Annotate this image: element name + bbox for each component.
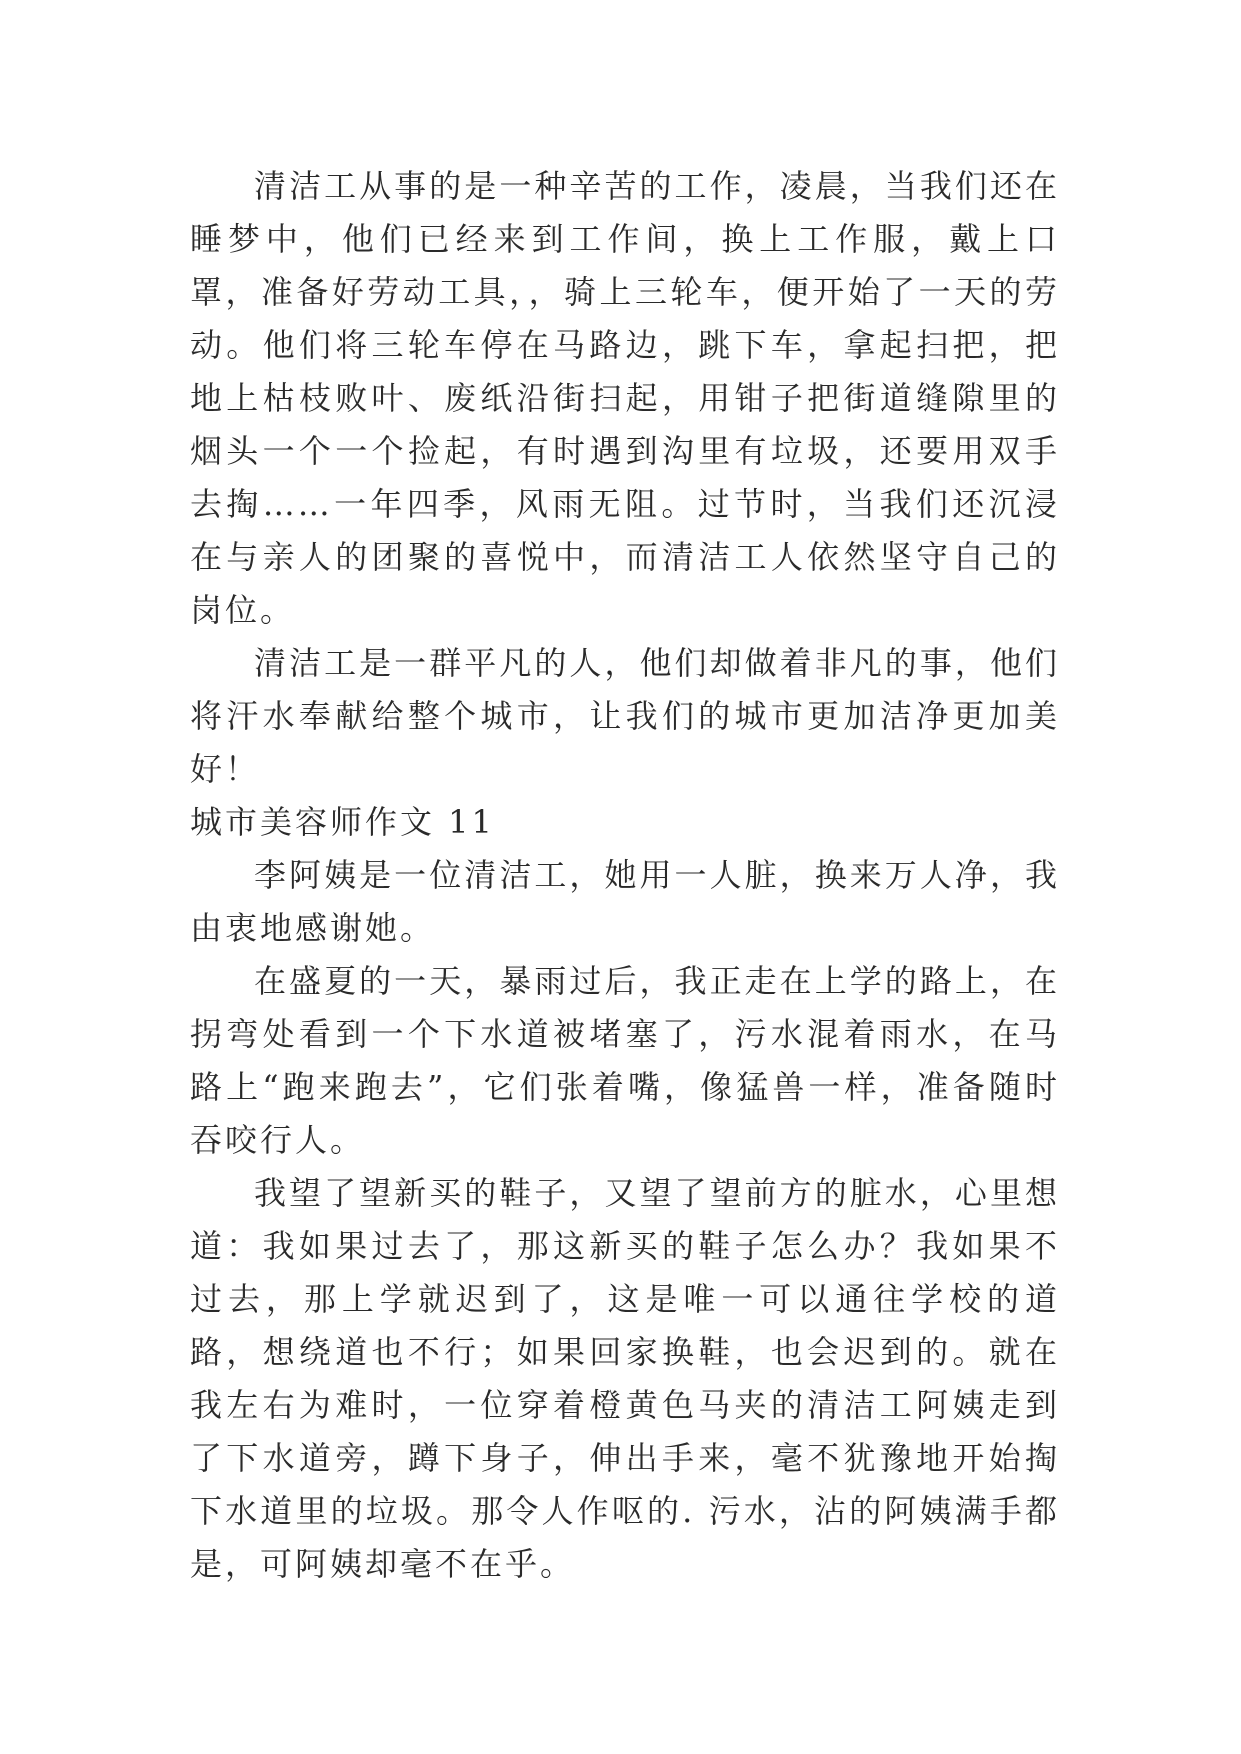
essay-title: 城市美容师作文 11: [190, 803, 495, 841]
paragraph-4: 在盛夏的一天，暴雨过后，我正走在上学的路上，在拐弯处看到一个下水道被堵塞了，污水混着雨水，在马路上“跑来跑去”，它们张着嘴，像猛兽一样，准备随时吞咬行人。: [190, 962, 1060, 1159]
document-body: [190, 160, 1060, 1591]
paragraph-5: 我望了望新买的鞋子，又望了望前方的脏水，心里想道：我如果过去了，那这新买的鞋子怎么办？我如果不过去，那上学就迟到了，这是唯一可以通往学校的道路，想绕道也不行；如果回家换鞋，也会迟到的。就在我左右为难时，一位穿着橙黄色马夹的清洁工阿姨走到了下水道旁，蹲下身子，伸出手来，毫不犹豫地开始掏下水道里的垃圾。那令人作呕的. 污水，沾的阿姨满手都是，可阿姨却毫不在乎。: [190, 1174, 1060, 1583]
paragraph-1: 清洁工从事的是一种辛苦的工作，凌晨，当我们还在睡梦中，他们已经来到工作间，换上工作服，戴上口罩，准备好劳动工具，，骑上三轮车，便开始了一天的劳动。他们将三轮车停在马路边，跳下车，拿起扫把，把地上枯枝败叶、废纸沿街扫起，用钳子把街道缝隙里的烟头一个一个捡起，有时遇到沟里有垃圾，还要用双手去掏……一年四季，风雨无阻。过节时，当我们还沉浸在与亲人的团聚的喜悦中，而清洁工人依然坚守自己的岗位。: [190, 167, 1060, 629]
paragraph-3: 李阿姨是一位清洁工，她用一人脏，换来万人净，我由衷地感谢她。: [190, 856, 1060, 947]
paragraph-2: 清洁工是一群平凡的人，他们却做着非凡的事，他们将汗水奉献给整个城市，让我们的城市更加洁净更加美好！: [190, 644, 1060, 788]
